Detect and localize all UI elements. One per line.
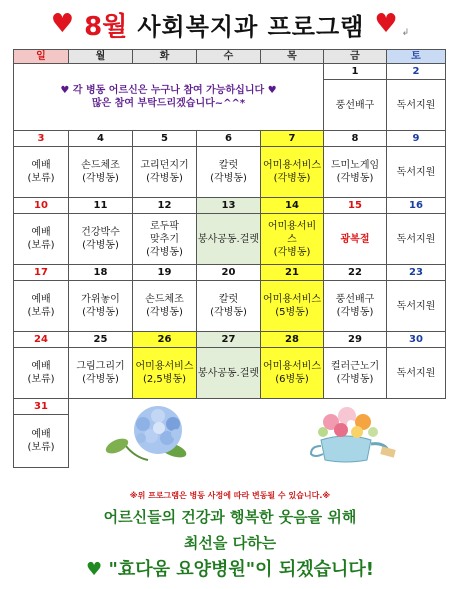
program-subtext: (각병동): [210, 173, 247, 184]
program-subtext: (6병동): [275, 374, 309, 385]
weekday-sat: 토: [387, 50, 446, 64]
program-text: 컬러근노기: [330, 361, 380, 372]
program-subtext: (각병동): [336, 173, 374, 184]
program-cell: [324, 147, 387, 198]
program-subtext: (보류): [27, 374, 55, 385]
date-cell: 19: [133, 265, 197, 281]
program-cell: [324, 281, 387, 332]
program-text: 로두팍: [150, 220, 179, 232]
program-cell: [261, 147, 324, 198]
program-cell: [14, 214, 69, 265]
program-cell: [387, 281, 446, 332]
program-cell: [387, 214, 446, 265]
program-cell: [324, 348, 387, 399]
program-subtext: (각병동): [82, 240, 119, 251]
program-subtext: (5병동): [275, 307, 309, 318]
program-text: 손드체조: [81, 160, 120, 171]
date-cell: 18: [69, 265, 133, 281]
program-cell: [69, 348, 133, 399]
heart-icon: ♥: [86, 559, 103, 580]
weekday-tue: 화: [133, 50, 197, 64]
week3-number-row: [14, 198, 446, 214]
program-text: 그림그리기: [76, 361, 125, 372]
program-subtext: (보류): [27, 240, 55, 251]
program-cell: [324, 214, 387, 265]
date-cell: 6: [197, 131, 261, 147]
notice-line1: ♥ 각 병동 어르신은 누구나 참여 가능하십니다 ♥: [60, 85, 277, 96]
program-text: 고리던지기: [140, 160, 189, 171]
program-text: 칼럿: [218, 294, 239, 305]
flower-teapot-illustration: [281, 402, 411, 464]
program-text: 손드체조: [145, 294, 184, 305]
heart-icon: ♥: [50, 9, 75, 39]
program-cell: [261, 348, 324, 399]
program-cell: [14, 281, 69, 332]
date-cell: 22: [324, 265, 387, 281]
program-cell: [387, 348, 446, 399]
program-subtext: (보류): [27, 307, 55, 318]
program-text: 예배: [31, 428, 51, 440]
date-cell: 27: [197, 332, 261, 348]
date-cell: 8: [324, 131, 387, 147]
date-cell: 7: [261, 131, 324, 147]
program-text: 독서지원: [396, 367, 436, 379]
date-cell: 10: [14, 198, 69, 214]
program-cell: [69, 147, 133, 198]
week5-number-row: [14, 332, 446, 348]
footer-line2: 최선을 다하는: [183, 534, 277, 552]
program-subtext: (각병동): [82, 307, 119, 318]
weekday-header-row: [14, 50, 446, 64]
date-cell: 14: [261, 198, 324, 214]
date-cell: 16: [387, 198, 446, 214]
date-cell: 31: [14, 399, 69, 415]
footer-line3-wrap: [0, 555, 460, 581]
program-cell: [197, 147, 261, 198]
program-text: 독서지원: [396, 166, 436, 178]
program-cell: [69, 214, 133, 265]
weekday-fri: 금: [324, 50, 387, 64]
week6-number-row: [14, 399, 446, 415]
program-text: 어미용서비스: [135, 361, 194, 372]
date-cell: 17: [14, 265, 69, 281]
program-text: 독서지원: [396, 300, 436, 312]
date-cell: 5: [133, 131, 197, 147]
date-cell: 26: [133, 332, 197, 348]
program-cell: [133, 147, 197, 198]
week5-program-row: [14, 348, 446, 399]
date-cell: 1: [324, 64, 387, 80]
program-subtext: (각병동): [336, 374, 374, 385]
program-cell: [69, 281, 133, 332]
program-subtext: (각병동): [273, 246, 311, 258]
date-cell: 30: [387, 332, 446, 348]
program-cell: [133, 214, 197, 265]
date-cell: 24: [14, 332, 69, 348]
program-cell: [197, 281, 261, 332]
program-subtext: (2,5병동): [142, 374, 187, 385]
program-cell: [14, 348, 69, 399]
program-subtext: (각병동): [336, 307, 374, 318]
program-text: 예배: [31, 227, 51, 238]
program-subtext: (각병동): [146, 307, 183, 318]
date-cell: 23: [387, 265, 446, 281]
weekday-mon: 월: [69, 50, 133, 64]
date-cell: 11: [69, 198, 133, 214]
program-text: 가위놓이: [81, 294, 120, 305]
schedule-change-note: ※위 프로그램은 병동 사정에 따라 변동될 수 있습니다.※: [129, 491, 331, 500]
weekday-sun: 일: [14, 50, 69, 64]
date-cell: 13: [197, 198, 261, 214]
holiday-text: 광복절: [340, 233, 370, 245]
program-cell: [387, 147, 446, 198]
weekday-wed: 수: [197, 50, 261, 64]
date-cell: 9: [387, 131, 446, 147]
illustration-area: [69, 399, 446, 468]
date-cell: 21: [261, 265, 324, 281]
hydrangea-illustration: [103, 402, 213, 464]
program-text: 맞추기: [150, 233, 179, 245]
program-text: 풍선배구: [335, 294, 375, 305]
week3-program-row: [14, 214, 446, 265]
program-calendar: [13, 49, 446, 468]
program-text: 풍선배구: [335, 99, 375, 111]
program-subtext: (각병동): [146, 173, 183, 184]
week2-number-row: [14, 131, 446, 147]
date-cell: 4: [69, 131, 133, 147]
program-cell: [133, 348, 197, 399]
program-cell: [14, 147, 69, 198]
date-cell: 25: [69, 332, 133, 348]
program-subtext: (각병동): [210, 307, 247, 318]
footer-line1: 어르신들의 건강과 행복한 웃음을 위해: [103, 508, 357, 526]
weekday-thu: 목: [261, 50, 324, 64]
program-cell: [261, 281, 324, 332]
program-subtext: (각병동): [146, 246, 183, 258]
program-cell: [197, 214, 261, 265]
program-cell: [133, 281, 197, 332]
program-text: 봉사공동.걸렛: [197, 367, 260, 379]
program-cell: [324, 80, 387, 131]
paragraph-mark: ↲: [401, 28, 410, 38]
date-cell: 2: [387, 64, 446, 80]
notice-line2: 많은 참여 부탁드리겠습니다~^^*: [91, 98, 246, 109]
program-text: 어미용서비스: [263, 160, 321, 171]
program-text: 칼럿: [218, 160, 239, 171]
program-cell: [261, 214, 324, 265]
program-text: 어미용서비스: [263, 294, 321, 305]
title-text: 사회복지과 프로그램: [137, 12, 365, 41]
program-cell: [14, 415, 69, 467]
program-text: 어미용서비: [267, 220, 317, 232]
page-title: [0, 4, 460, 44]
week4-number-row: [14, 265, 446, 281]
program-subtext: (각병동): [273, 173, 311, 184]
program-text: 건강박수: [81, 227, 120, 238]
program-subtext: (각병동): [82, 173, 119, 184]
notice-box: [14, 64, 324, 131]
title-month: 8월: [84, 11, 128, 42]
week4-program-row: [14, 281, 446, 332]
date-cell: 28: [261, 332, 324, 348]
week1-number-row: [14, 64, 446, 80]
date-cell: 12: [133, 198, 197, 214]
program-text: 예배: [31, 294, 51, 305]
program-text: 독서지원: [396, 99, 436, 111]
program-subtext: (보류): [27, 441, 55, 453]
program-text: 예배: [31, 361, 51, 372]
program-text: 예배: [31, 160, 51, 171]
heart-icon: ♥: [374, 9, 398, 39]
week2-program-row: [14, 147, 446, 198]
program-text: 어미용서비스: [263, 361, 321, 372]
program-text: 스: [287, 233, 297, 245]
program-cell: [197, 348, 261, 399]
program-cell: [387, 80, 446, 131]
date-cell: 15: [324, 198, 387, 214]
footer-line3: "효다움 요양병원"이 되겠습니다!: [108, 559, 374, 580]
date-cell: 3: [14, 131, 69, 147]
date-cell: 20: [197, 265, 261, 281]
program-text: 독서지원: [396, 233, 436, 245]
date-cell: 29: [324, 332, 387, 348]
program-subtext: (각병동): [82, 374, 119, 385]
program-text: 봉사공동.걸렛: [197, 233, 260, 245]
program-subtext: (보류): [27, 173, 55, 184]
program-text: 드미노게임: [330, 160, 380, 171]
